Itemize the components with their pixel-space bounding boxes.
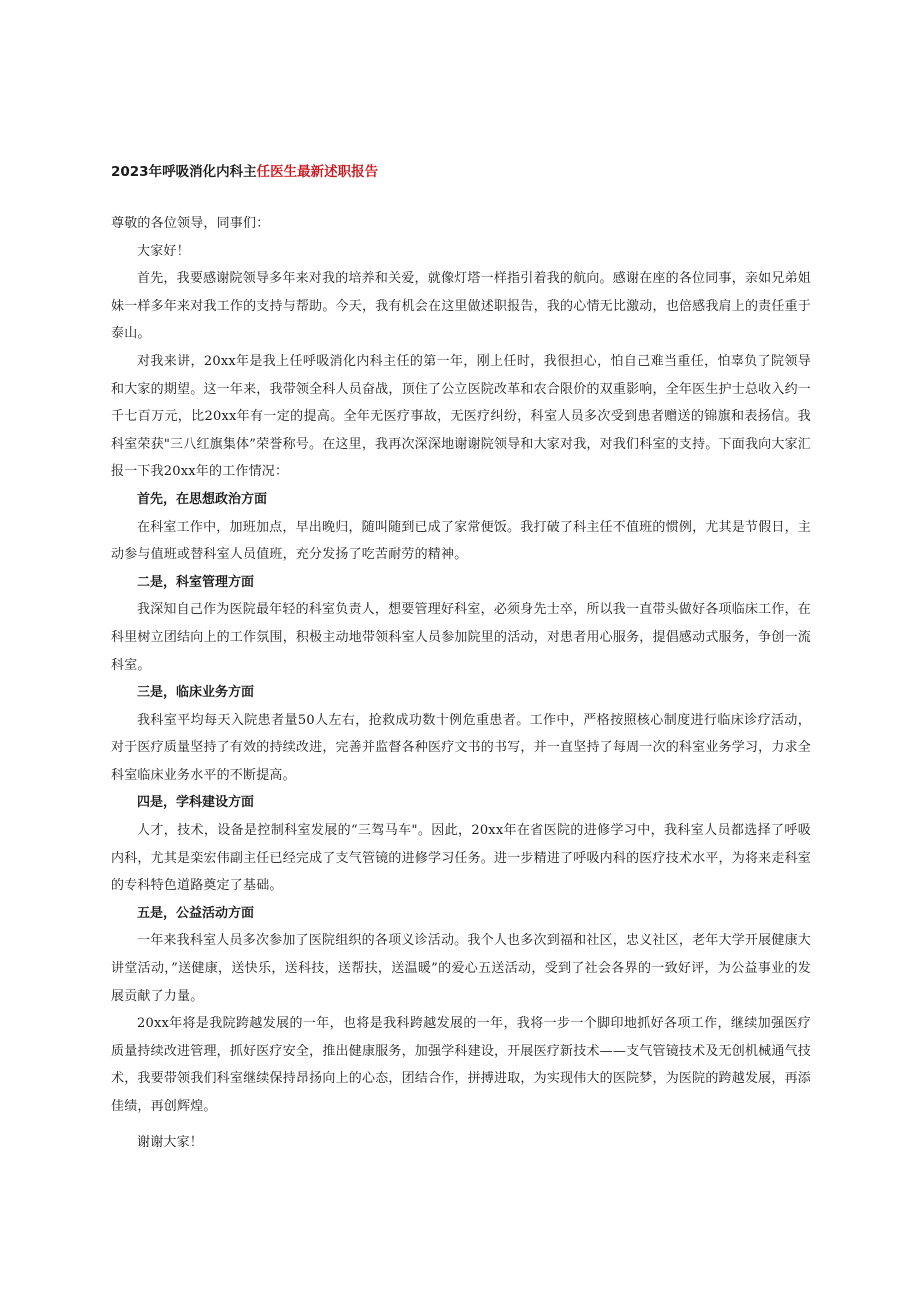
section-heading-charity: 五是，公益活动方面: [137, 905, 255, 921]
closing-thanks: 谢谢大家！: [137, 1134, 204, 1150]
section-body-management: 我深知自己作为医院最年轻的科室负责人，想要管理好科室，必须身先士卒，所以我一直带头做好各项临床工作，在科里树立团结向上的工作氛围，积极主动地带领科室人员参加院里的活动，对患者用心服务，提倡感动式服务，争创一流科室。: [111, 602, 811, 673]
greeting: 大家好！: [137, 243, 190, 259]
section-body-clinical: 我科室平均每天入院患者量50人左右，抢救成功数十例危重患者。工作中，严格按照核心制度进行临床诊疗活动，对于医疗质量坚持了有效的持续改进，完善并监督各种医疗文书的书写，并一直坚持了每周一次的科室业务学习，力求全科室临床业务水平的不断提高。: [111, 712, 811, 783]
intro-paragraph-1: 首先，我要感谢院领导多年来对我的培养和关爱，就像灯塔一样指引着我的航向。感谢在座的各位同事，亲如兄弟姐妹一样多年来对我工作的支持与帮助。今天，我有机会在这里做述职报告，我的心情无比激动，也倍感我肩上的责任重于泰山。: [111, 271, 811, 342]
section-heading-management: 二是，科室管理方面: [137, 574, 255, 590]
section-heading-political: 首先，在思想政治方面: [137, 491, 268, 507]
salutation: 尊敬的各位领导，同事们：: [111, 216, 270, 231]
section-heading-discipline: 四是，学科建设方面: [137, 795, 255, 811]
title-prefix: 2023年呼吸消化内科主: [111, 164, 257, 180]
intro-paragraph-2: 对我来讲，20xx年是我上任呼吸消化内科主任的第一年，刚上任时，我很担心，怕自己难当重任，怕辜负了院领导和大家的期望。这一年来，我带领全科人员奋战，顶住了公立医院改革和农合限价的双重影响，全年医生护士总收入约一千七百万元，比20xx年有一定的提高。全年无医疗事故，无医疗纠纷，科室人员多次受到患者赠送的锦旗和表扬信。我科室荣获"三八红旗集体”荣誉称号。在这里，我再次深深地谢谢院领导和大家对我，对我们科室的支持。下面我向大家汇报一下我20xx年的工作情况：: [111, 353, 811, 480]
document-page: [111, 160, 811, 1156]
section-body-charity: 一年来我科室人员多次参加了医院组织的各项义诊活动。我个人也多次到福和社区，忠义社区，老年大学开展健康大讲堂活动，”送健康，送快乐，送科技，送帮扶，送温暖”的爱心五送活动，受到了社会各界的一致好评，为公益事业的发展贡献了力量。: [111, 933, 811, 1004]
title-suffix: 任医生最新述职报告: [256, 164, 379, 180]
section-body-political: 在科室工作中，加班加点，早出晚归，随叫随到已成了家常便饭。我打破了科主任不值班的惯例，尤其是节假日，主动参与值班或替科室人员值班，充分发扬了吃苦耐劳的精神。: [111, 519, 811, 563]
section-heading-clinical: 三是，临床业务方面: [137, 685, 255, 701]
document-title: [111, 160, 811, 184]
section-body-discipline: 人才，技术，设备是控制科室发展的“三驾马车"。因此，20xx年在省医院的进修学习中，我科室人员都选择了呼吸内科，尤其是栾宏伟副主任已经完成了支气管镜的进修学习任务。进一步精进了呼吸内科的医疗技术水平，为将来走科室的专科特色道路奠定了基础。: [111, 823, 811, 894]
conclusion-paragraph: 20xx年将是我院跨越发展的一年，也将是我科跨越发展的一年，我将一步一个脚印地抓好各项工作，继续加强医疗质量持续改进管理，抓好医疗安全，推出健康服务，加强学科建设，开展医疗新技术——支气管镜技术及无创机械通气技术，我要带领我们科室继续保持昂扬向上的心态，团结合作，拼搏进取，为实现伟大的医院梦，为医院的跨越发展，再添佳绩，再创辉煌。: [111, 1016, 811, 1114]
